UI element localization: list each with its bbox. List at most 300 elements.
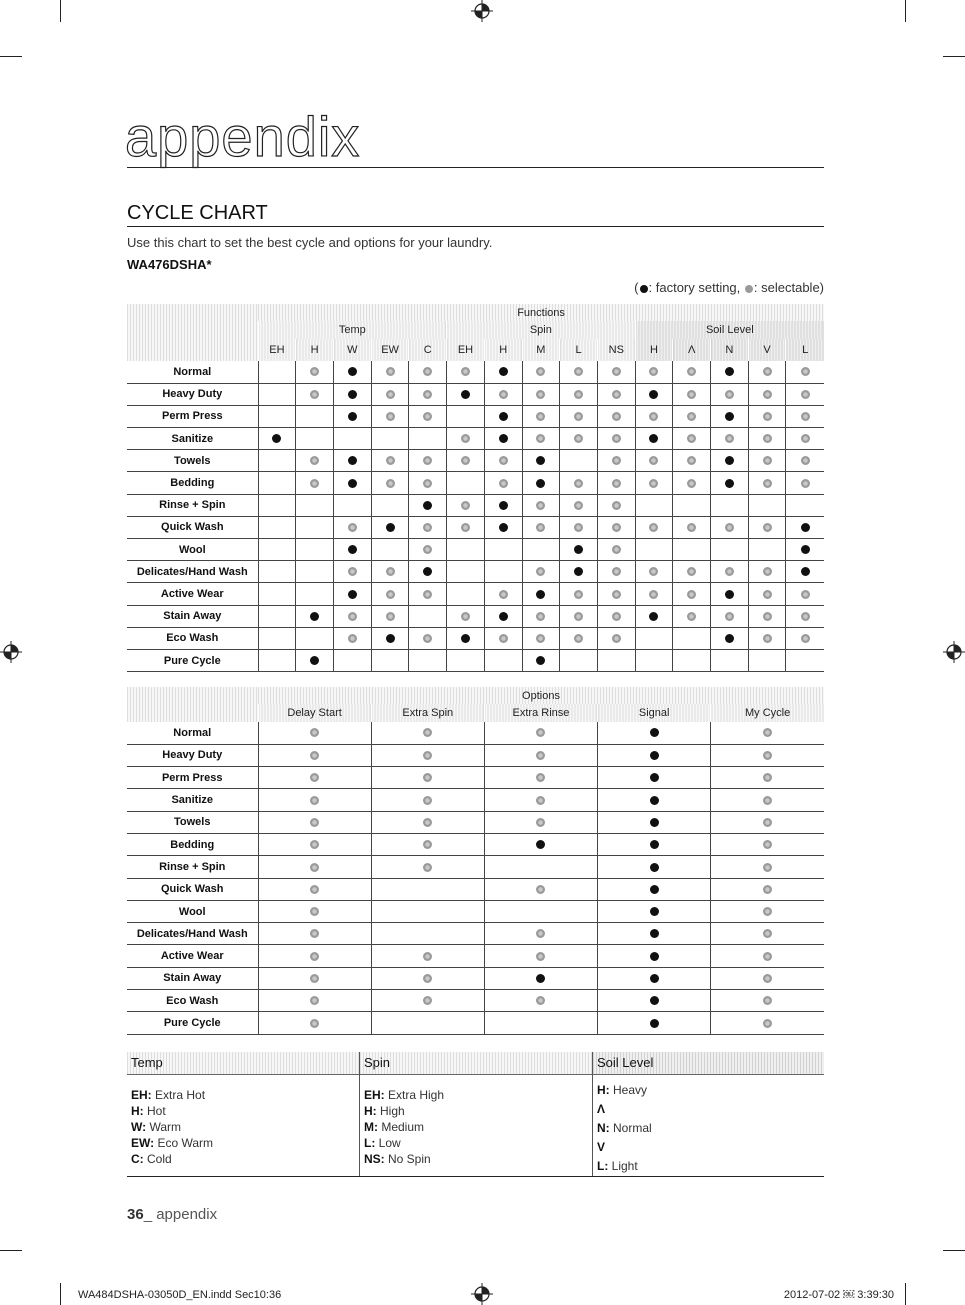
table-cell [748, 649, 786, 671]
selectable-dot-icon [536, 523, 545, 532]
table-cell [409, 583, 447, 605]
table-cell [711, 649, 749, 671]
table-cell [334, 605, 372, 627]
table-cell [711, 1012, 824, 1034]
selectable-dot-icon [763, 818, 772, 827]
factory-setting-dot-icon [650, 885, 659, 894]
cycle-name: Rinse + Spin [127, 856, 258, 878]
legend-factory-label: : factory setting, [648, 280, 741, 295]
table-cell [296, 450, 334, 472]
table-cell [409, 561, 447, 583]
factory-setting-dot-icon [423, 567, 432, 576]
glossary-value: Warm [146, 1120, 181, 1134]
table-cell [447, 450, 485, 472]
selectable-dot-icon [763, 773, 772, 782]
table-cell [447, 516, 485, 538]
table-row [127, 539, 824, 561]
factory-setting-dot-icon [310, 612, 319, 621]
factory-setting-dot-icon [574, 545, 583, 554]
table-cell [484, 361, 522, 383]
table-cell [371, 1012, 484, 1034]
factory-setting-dot-icon [272, 434, 281, 443]
table-cell [597, 405, 635, 427]
table-cell [371, 833, 484, 855]
table-cell [409, 539, 447, 561]
glossary-spin-title: Spin [360, 1052, 592, 1075]
table-row [127, 405, 824, 427]
table-cell [447, 649, 485, 671]
table-cell [371, 361, 409, 383]
table-cell [258, 811, 371, 833]
selectable-dot-icon [763, 885, 772, 894]
table-cell [371, 605, 409, 627]
glossary-key: H: [364, 1104, 377, 1118]
table-cell [296, 627, 334, 649]
table-cell [484, 990, 597, 1012]
factory-setting-dot-icon [725, 590, 734, 599]
table-cell [258, 605, 296, 627]
selectable-dot-icon [574, 612, 583, 621]
factory-setting-dot-icon [725, 479, 734, 488]
selectable-dot-icon [386, 479, 395, 488]
factory-setting-dot-icon [536, 590, 545, 599]
table-cell [409, 516, 447, 538]
column-header: H [296, 339, 334, 361]
selectable-dot-icon [348, 567, 357, 576]
selectable-dot-icon [310, 952, 319, 961]
table-cell [334, 361, 372, 383]
table-cell [484, 856, 597, 878]
factory-setting-dot-icon [348, 390, 357, 399]
table-cell [296, 516, 334, 538]
selectable-dot-icon [423, 523, 432, 532]
table-cell [748, 539, 786, 561]
factory-setting-dot-icon [650, 728, 659, 737]
table-cell [522, 361, 560, 383]
factory-setting-dot-icon [725, 412, 734, 421]
selectable-dot-icon [612, 390, 621, 399]
table-cell [371, 789, 484, 811]
selectable-dot-icon [499, 390, 508, 399]
factory-setting-dot-icon [650, 751, 659, 760]
table-cell [598, 767, 711, 789]
column-header: NS [597, 339, 635, 361]
glossary-value: Heavy [609, 1083, 648, 1097]
glossary-key: L: [597, 1159, 609, 1173]
table-cell [371, 450, 409, 472]
glossary-temp-col [127, 1052, 360, 1176]
options-table [127, 687, 824, 1035]
table-row [127, 649, 824, 671]
factory-setting-dot-icon [423, 501, 432, 510]
table-cell [334, 539, 372, 561]
table-cell [673, 450, 711, 472]
selectable-dot-icon [310, 996, 319, 1005]
table-cell [371, 472, 409, 494]
table-cell [371, 945, 484, 967]
table-cell [258, 878, 371, 900]
selectable-dot-icon [649, 523, 658, 532]
selectable-dot-icon [423, 456, 432, 465]
table-cell [484, 561, 522, 583]
factory-setting-dot-icon [499, 412, 508, 421]
glossary-key: EH: [364, 1088, 385, 1102]
selectable-dot-icon [649, 412, 658, 421]
table-cell [635, 472, 673, 494]
table-cell [409, 649, 447, 671]
table-cell [786, 605, 824, 627]
selectable-dot-icon [423, 773, 432, 782]
table-cell [258, 627, 296, 649]
table-cell [258, 472, 296, 494]
selectable-dot-icon [801, 367, 810, 376]
table-cell [635, 605, 673, 627]
intro-text: Use this chart to set the best cycle and options for your laundry. [127, 235, 493, 250]
table-cell [748, 516, 786, 538]
selectable-dot-icon [725, 567, 734, 576]
factory-setting-dot-icon [348, 367, 357, 376]
factory-setting-dot-icon [801, 523, 810, 532]
column-header: Delay Start [258, 704, 371, 722]
selectable-dot-icon [423, 952, 432, 961]
crop-mark [943, 1250, 965, 1251]
table-cell [258, 744, 371, 766]
column-header: Λ [673, 339, 711, 361]
table-cell [334, 494, 372, 516]
selectable-dot-icon [763, 751, 772, 760]
selectable-dot-icon [763, 590, 772, 599]
factory-setting-dot-icon [650, 840, 659, 849]
selectable-dot-icon [310, 773, 319, 782]
selectable-dot-icon [612, 590, 621, 599]
table-cell [598, 856, 711, 878]
cycle-name: Sanitize [127, 789, 258, 811]
selectable-dot-icon [763, 634, 772, 643]
table-cell [673, 472, 711, 494]
selectable-dot-icon [499, 634, 508, 643]
legend [634, 280, 824, 295]
table-cell [258, 539, 296, 561]
legend-selectable-label: : selectable) [753, 280, 824, 295]
glossary-item [597, 1100, 824, 1119]
table-cell [484, 833, 597, 855]
selectable-dot-icon [310, 840, 319, 849]
table-cell [673, 649, 711, 671]
selectable-dot-icon [763, 907, 772, 916]
table-cell [786, 561, 824, 583]
selectable-dot-icon [687, 590, 696, 599]
cycle-name: Rinse + Spin [127, 494, 258, 516]
table-cell [371, 811, 484, 833]
selectable-dot-icon [423, 796, 432, 805]
table-cell [673, 561, 711, 583]
column-header: Extra Spin [371, 704, 484, 722]
table-cell [296, 649, 334, 671]
table-cell [786, 516, 824, 538]
table-cell [522, 472, 560, 494]
registration-mark-icon [471, 1283, 493, 1305]
factory-setting-dot-icon [725, 634, 734, 643]
table-cell [711, 539, 749, 561]
table-cell [560, 539, 598, 561]
factory-setting-dot-icon [499, 523, 508, 532]
selectable-dot-icon [745, 285, 753, 293]
selectable-dot-icon [423, 751, 432, 760]
options-title-row [127, 687, 824, 704]
table-cell [371, 767, 484, 789]
glossary-key: EH: [131, 1088, 152, 1102]
table-cell [711, 428, 749, 450]
table-cell [635, 649, 673, 671]
table-cell [748, 561, 786, 583]
selectable-dot-icon [423, 412, 432, 421]
selectable-dot-icon [310, 796, 319, 805]
glossary-key: NS: [364, 1152, 385, 1166]
print-slug-left: WA484DSHA-03050D_EN.indd Sec10:36 [78, 1289, 282, 1301]
page-footer [127, 1206, 217, 1223]
selectable-dot-icon [574, 390, 583, 399]
table-cell [409, 405, 447, 427]
table-cell [748, 361, 786, 383]
cycle-name: Eco Wash [127, 990, 258, 1012]
selectable-dot-icon [386, 567, 395, 576]
selectable-dot-icon [801, 634, 810, 643]
table-cell [711, 878, 824, 900]
selectable-dot-icon [612, 434, 621, 443]
factory-setting-dot-icon [536, 840, 545, 849]
table-cell [371, 428, 409, 450]
table-cell [484, 722, 597, 744]
table-cell [711, 744, 824, 766]
table-cell [484, 967, 597, 989]
table-cell [447, 428, 485, 450]
table-cell [484, 539, 522, 561]
factory-setting-dot-icon [348, 479, 357, 488]
table-cell [711, 627, 749, 649]
selectable-dot-icon [461, 367, 470, 376]
factory-setting-dot-icon [536, 974, 545, 983]
column-header: EH [258, 339, 296, 361]
factory-setting-dot-icon [461, 634, 470, 643]
table-cell [635, 627, 673, 649]
selectable-dot-icon [612, 367, 621, 376]
table-row [127, 990, 824, 1012]
table-row [127, 605, 824, 627]
table-cell [597, 472, 635, 494]
group-header-soil-level: Soil Level [635, 321, 824, 339]
selectable-dot-icon [687, 456, 696, 465]
glossary-spin-list [360, 1075, 592, 1167]
table-cell [598, 900, 711, 922]
table-cell [673, 361, 711, 383]
table-cell [635, 361, 673, 383]
table-cell [371, 583, 409, 605]
selectable-dot-icon [536, 751, 545, 760]
table-cell [447, 539, 485, 561]
table-cell [598, 1012, 711, 1034]
selectable-dot-icon [536, 567, 545, 576]
selectable-dot-icon [310, 974, 319, 983]
chapter-heading [125, 105, 824, 168]
table-cell [673, 627, 711, 649]
selectable-dot-icon [801, 479, 810, 488]
selectable-dot-icon [801, 434, 810, 443]
selectable-dot-icon [536, 952, 545, 961]
table-cell [748, 450, 786, 472]
table-cell [484, 627, 522, 649]
glossary-value: Hot [143, 1104, 166, 1118]
table-cell [258, 990, 371, 1012]
table-cell [258, 428, 296, 450]
selectable-dot-icon [461, 501, 470, 510]
table-cell [447, 405, 485, 427]
selectable-dot-icon [310, 907, 319, 916]
table-cell [409, 428, 447, 450]
table-cell [258, 1012, 371, 1034]
glossary-value: No Spin [384, 1152, 431, 1166]
selectable-dot-icon [612, 523, 621, 532]
table-cell [484, 811, 597, 833]
glossary-spin-col [360, 1052, 593, 1176]
table-cell [597, 583, 635, 605]
table-cell [786, 405, 824, 427]
selectable-dot-icon [801, 612, 810, 621]
table-cell [334, 405, 372, 427]
table-cell [258, 900, 371, 922]
table-cell [484, 428, 522, 450]
table-cell [598, 833, 711, 855]
glossary-key: EW: [131, 1136, 155, 1150]
table-cell [598, 945, 711, 967]
table-cell [522, 428, 560, 450]
factory-setting-dot-icon [386, 523, 395, 532]
legend-open: ( [634, 280, 639, 295]
table-cell [673, 583, 711, 605]
glossary-item [364, 1119, 592, 1135]
glossary-item [597, 1157, 824, 1176]
table-cell [711, 990, 824, 1012]
selectable-dot-icon [801, 390, 810, 399]
table-cell [296, 361, 334, 383]
table-row [127, 900, 824, 922]
column-header: L [560, 339, 598, 361]
table-cell [371, 923, 484, 945]
factory-setting-dot-icon [650, 818, 659, 827]
crop-mark [60, 0, 61, 22]
glossary-item [364, 1103, 592, 1119]
table-row [127, 722, 824, 744]
table-cell [371, 900, 484, 922]
selectable-dot-icon [574, 412, 583, 421]
glossary-soil-list [593, 1075, 824, 1176]
selectable-dot-icon [310, 818, 319, 827]
table-cell [711, 472, 749, 494]
table-cell [447, 472, 485, 494]
selectable-dot-icon [612, 456, 621, 465]
cycle-name: Eco Wash [127, 627, 258, 649]
table-cell [598, 967, 711, 989]
table-cell [673, 605, 711, 627]
table-cell [484, 383, 522, 405]
selectable-dot-icon [763, 412, 772, 421]
selectable-dot-icon [612, 567, 621, 576]
selectable-dot-icon [763, 479, 772, 488]
selectable-dot-icon [649, 456, 658, 465]
selectable-dot-icon [687, 479, 696, 488]
glossary-value: High [376, 1104, 405, 1118]
selectable-dot-icon [461, 456, 470, 465]
table-cell [597, 561, 635, 583]
factory-setting-dot-icon [499, 501, 508, 510]
selectable-dot-icon [536, 390, 545, 399]
glossary-value: Eco Warm [154, 1136, 214, 1150]
selectable-dot-icon [536, 501, 545, 510]
selectable-dot-icon [423, 479, 432, 488]
table-cell [258, 583, 296, 605]
table-cell [673, 539, 711, 561]
factory-setting-dot-icon [650, 907, 659, 916]
table-cell [560, 627, 598, 649]
table-cell [748, 383, 786, 405]
table-cell [258, 405, 296, 427]
glossary-key: C: [131, 1152, 144, 1166]
table-cell [522, 605, 560, 627]
selectable-dot-icon [423, 863, 432, 872]
selectable-dot-icon [423, 818, 432, 827]
cycle-name: Stain Away [127, 605, 258, 627]
table-cell [334, 516, 372, 538]
factory-setting-dot-icon [725, 456, 734, 465]
table-cell [560, 605, 598, 627]
selectable-dot-icon [423, 728, 432, 737]
selectable-dot-icon [574, 634, 583, 643]
table-cell [296, 428, 334, 450]
table-cell [711, 900, 824, 922]
selectable-dot-icon [386, 456, 395, 465]
table-cell [296, 405, 334, 427]
table-cell [484, 923, 597, 945]
factory-setting-dot-icon [650, 974, 659, 983]
column-header: V [748, 339, 786, 361]
table-cell [371, 383, 409, 405]
table-cell [635, 494, 673, 516]
table-cell [484, 767, 597, 789]
selectable-dot-icon [348, 634, 357, 643]
table-cell [522, 539, 560, 561]
chapter-heading-text: appendix [125, 105, 361, 168]
column-header: My Cycle [711, 704, 824, 722]
table-cell [522, 583, 560, 605]
table-cell [560, 472, 598, 494]
table-cell [786, 583, 824, 605]
column-header: Extra Rinse [484, 704, 597, 722]
cycle-name: Towels [127, 811, 258, 833]
selectable-dot-icon [499, 479, 508, 488]
factory-setting-dot-icon [310, 656, 319, 665]
table-cell [711, 722, 824, 744]
table-row [127, 516, 824, 538]
selectable-dot-icon [612, 501, 621, 510]
section-title-text: CYCLE CHART [127, 202, 268, 224]
cycle-name: Active Wear [127, 583, 258, 605]
table-cell [409, 605, 447, 627]
factory-setting-dot-icon [650, 952, 659, 961]
selectable-dot-icon [310, 863, 319, 872]
table-cell [258, 722, 371, 744]
table-cell [711, 494, 749, 516]
selectable-dot-icon [536, 434, 545, 443]
glossary-temp-title: Temp [127, 1052, 359, 1075]
